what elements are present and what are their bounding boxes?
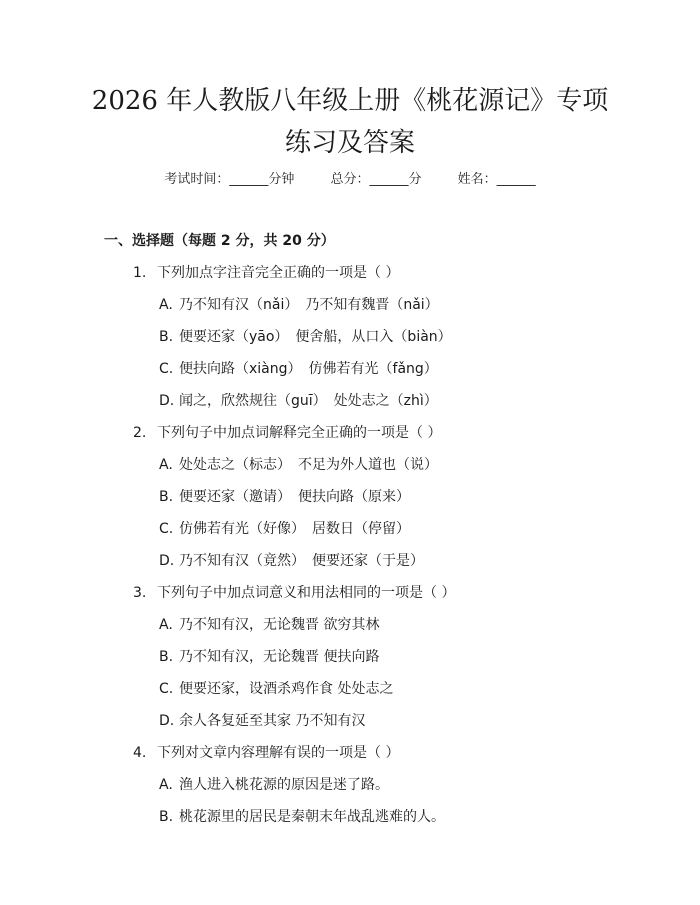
option — [159, 774, 389, 794]
option-letter: D. — [159, 393, 175, 409]
option — [159, 646, 379, 666]
option-text: 桃花源里的居民是秦朝末年战乱逃难的人。 — [179, 809, 445, 825]
option — [159, 710, 365, 730]
document-title — [60, 80, 640, 164]
question-number: 3. — [133, 585, 147, 601]
option — [159, 518, 410, 538]
option-letter: B. — [159, 329, 174, 345]
title-line-2: 练习及答案 — [284, 128, 415, 158]
option-letter: A. — [159, 457, 173, 473]
question-number: 4. — [133, 745, 147, 761]
option — [159, 486, 410, 506]
option-letter: A. — [159, 777, 173, 793]
option — [159, 454, 438, 474]
question — [133, 582, 455, 602]
question-text: 下列句子中加点词意义和用法相同的一项是（ ） — [157, 585, 456, 601]
option — [159, 678, 393, 698]
option-text: 便要还家（邀请） 便扶向路（原来） — [179, 489, 410, 505]
option-text: 渔人进入桃花源的原因是迷了路。 — [179, 777, 389, 793]
question — [133, 742, 399, 762]
option-letter: D. — [159, 553, 175, 569]
option-text: 便要还家，设酒杀鸡作食 处处志之 — [179, 681, 394, 697]
option-letter: C. — [159, 361, 174, 377]
question-text: 下列对文章内容理解有误的一项是（ ） — [157, 745, 400, 761]
option — [159, 358, 438, 378]
option-text: 便要还家（yāo） 便舍船，从口入（biàn） — [179, 329, 452, 345]
option-letter: A. — [159, 297, 173, 313]
option — [159, 614, 379, 634]
option-text: 仿佛若有光（好像） 居数日（停留） — [179, 521, 410, 537]
option — [159, 294, 439, 314]
question-number: 2. — [133, 425, 147, 441]
option-letter: C. — [159, 681, 174, 697]
exam-time: 考试时间：______分钟 — [164, 172, 295, 187]
option-text: 处处志之（标志） 不足为外人道也（说） — [179, 457, 438, 473]
question — [133, 422, 441, 442]
exam-meta — [0, 168, 700, 187]
option-text: 乃不知有汉，无论魏晋 便扶向路 — [179, 649, 380, 665]
question-number: 1. — [133, 265, 147, 281]
option-text: 乃不知有汉（竟然） 便要还家（于是） — [179, 553, 424, 569]
title-line-1: 2026 年人教版八年级上册《桃花源记》专项 — [91, 86, 609, 116]
option-letter: D. — [159, 713, 175, 729]
option — [159, 806, 445, 826]
option-text: 闻之，欣然规往（guī） 处处志之（zhì） — [179, 393, 438, 409]
question-text: 下列加点字注音完全正确的一项是（ ） — [157, 265, 400, 281]
option-letter: B. — [159, 809, 174, 825]
option-letter: B. — [159, 489, 174, 505]
question-text: 下列句子中加点词解释完全正确的一项是（ ） — [157, 425, 442, 441]
option — [159, 550, 424, 570]
option-text: 便扶向路（xiàng） 仿佛若有光（fǎng） — [179, 361, 438, 377]
exam-score: 总分：______分 — [330, 172, 422, 187]
option-letter: C. — [159, 521, 174, 537]
option — [159, 326, 452, 346]
option — [159, 390, 438, 410]
option-letter: A. — [159, 617, 173, 633]
option-text: 乃不知有汉（nǎi） 乃不知有魏晋（nǎi） — [179, 297, 439, 313]
option-letter: B. — [159, 649, 174, 665]
option-text: 余人各复延至其家 乃不知有汉 — [179, 713, 366, 729]
option-text: 乃不知有汉，无论魏晋 欲穷其林 — [179, 617, 380, 633]
question — [133, 262, 399, 282]
section-heading: 一、选择题（每题 2 分，共 20 分） — [104, 233, 335, 249]
exam-name: 姓名：______ — [457, 172, 536, 187]
